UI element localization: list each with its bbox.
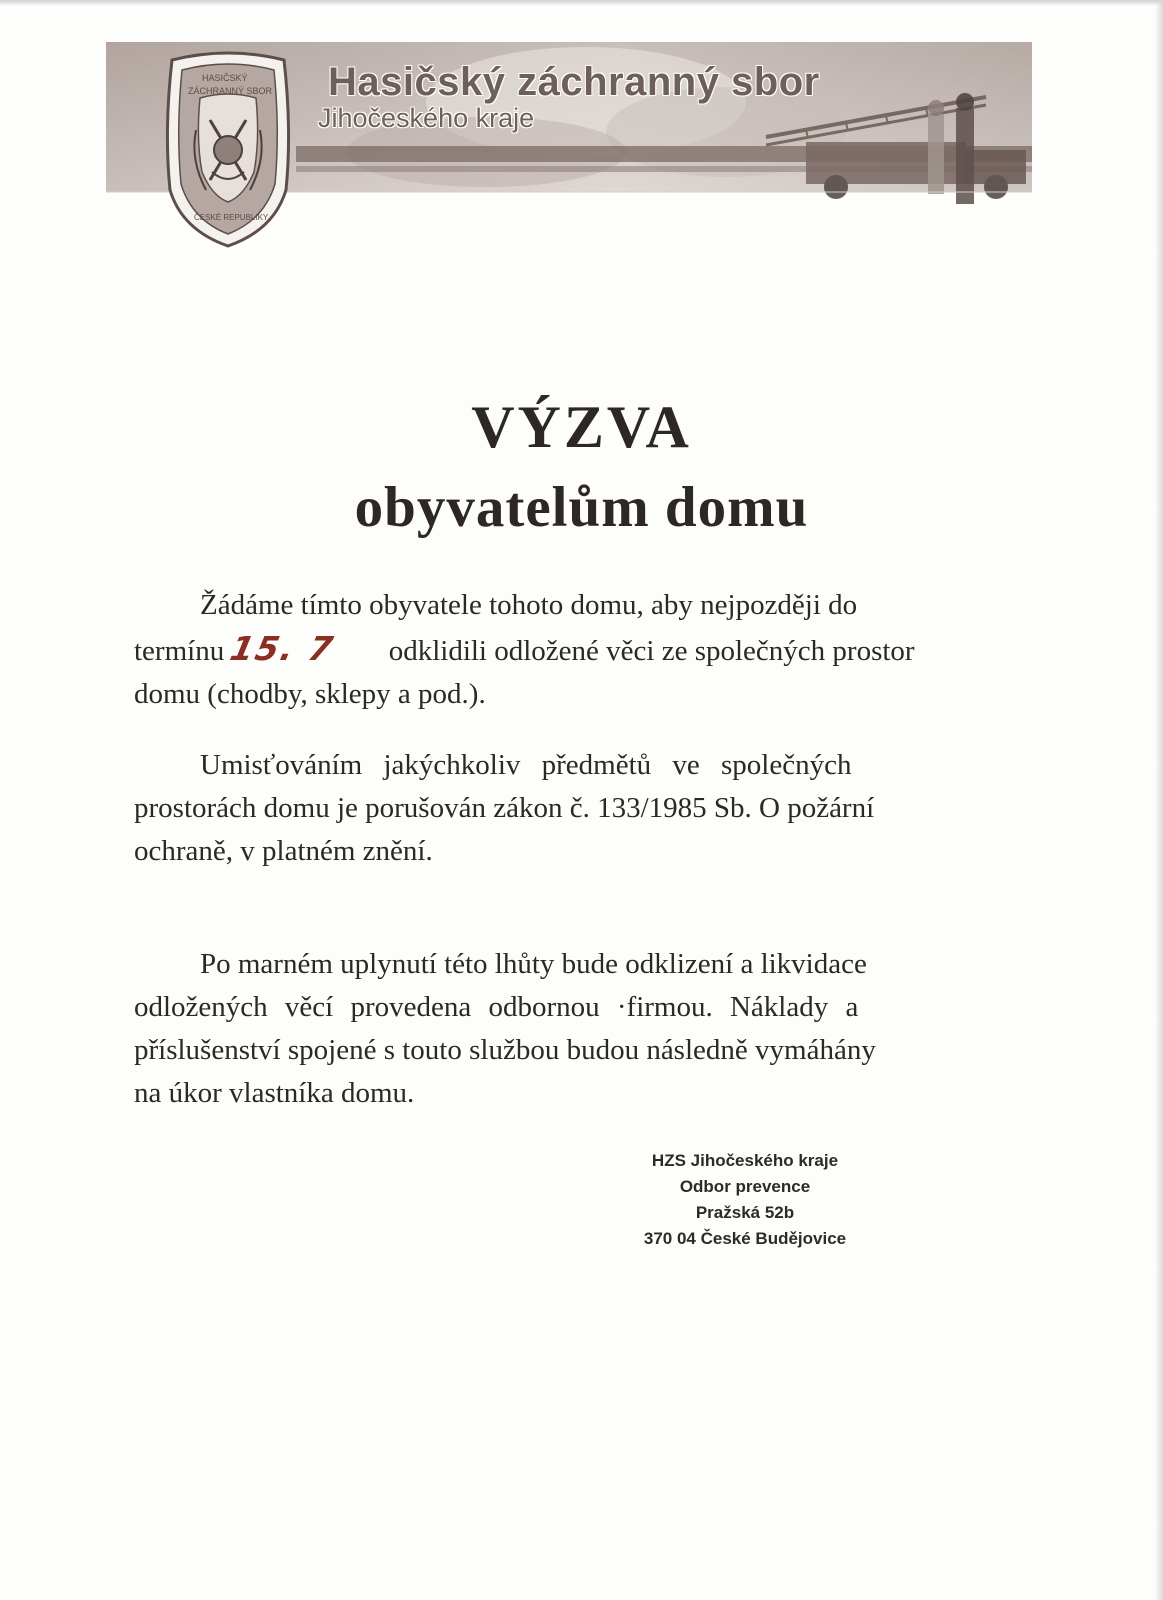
paragraph-text: Po marném uplynutí této lhůty bude odklizení a likvidace <box>200 948 867 980</box>
paragraph-line <box>134 943 1030 986</box>
paragraph-consequences <box>134 943 1030 1115</box>
paragraph-law <box>134 744 1030 873</box>
paragraph-text: Umisťováním jakýchkoliv předmětů ve společných <box>200 749 852 781</box>
paragraph-line: příslušenství spojené s touto službou budou následně vymáhány <box>134 1034 876 1066</box>
address-line: Pražská 52b <box>695 1203 795 1222</box>
scan-edge-top <box>0 0 1163 6</box>
banner-title: Hasičský záchranný sbor <box>328 60 820 104</box>
sender-address <box>560 1148 930 1252</box>
paragraph-line <box>134 627 1030 673</box>
emblem-bottom-text: ČESKÉ REPUBLIKY <box>194 213 269 222</box>
emblem-top-text: HASIČSKÝ <box>202 73 248 83</box>
paragraph-line <box>134 584 1030 627</box>
notice-title: VÝZVA <box>471 394 692 460</box>
banner-subtitle: Jihočeského kraje <box>318 103 535 133</box>
fire-brigade-emblem <box>154 50 302 250</box>
address-line: 370 04 České Budějovice <box>643 1229 847 1248</box>
handwritten-date: 15. 7 <box>227 629 339 668</box>
paragraph-line <box>134 744 1030 787</box>
term-label: termínu <box>134 635 225 667</box>
paragraph-line: odložených věcí provedena odbornou ·firmou. Náklady a <box>134 991 859 1023</box>
scan-edge-right <box>1155 0 1163 1600</box>
paragraph-line: ochraně, v platném znění. <box>134 835 433 867</box>
paragraph-text: odklidili odložené věci ze společných prostor <box>388 635 915 667</box>
paragraph-line: na úkor vlastníka domu. <box>134 1077 415 1109</box>
paragraph-deadline <box>134 584 1030 716</box>
paragraph-text: Žádáme tímto obyvatele tohoto domu, aby nejpozději do <box>200 589 858 621</box>
paragraph-line: domu (chodby, sklepy a pod.). <box>134 678 486 710</box>
emblem-ring-text: ZÁCHRANNÝ SBOR <box>188 86 273 96</box>
notice-subtitle: obyvatelům domu <box>354 476 809 539</box>
address-line: Odbor prevence <box>679 1177 811 1196</box>
address-line: HZS Jihočeského kraje <box>651 1151 839 1170</box>
paragraph-line: prostorách domu je porušován zákon č. 133/1985 Sb. O požární <box>134 792 875 824</box>
header-banner <box>106 42 1032 222</box>
